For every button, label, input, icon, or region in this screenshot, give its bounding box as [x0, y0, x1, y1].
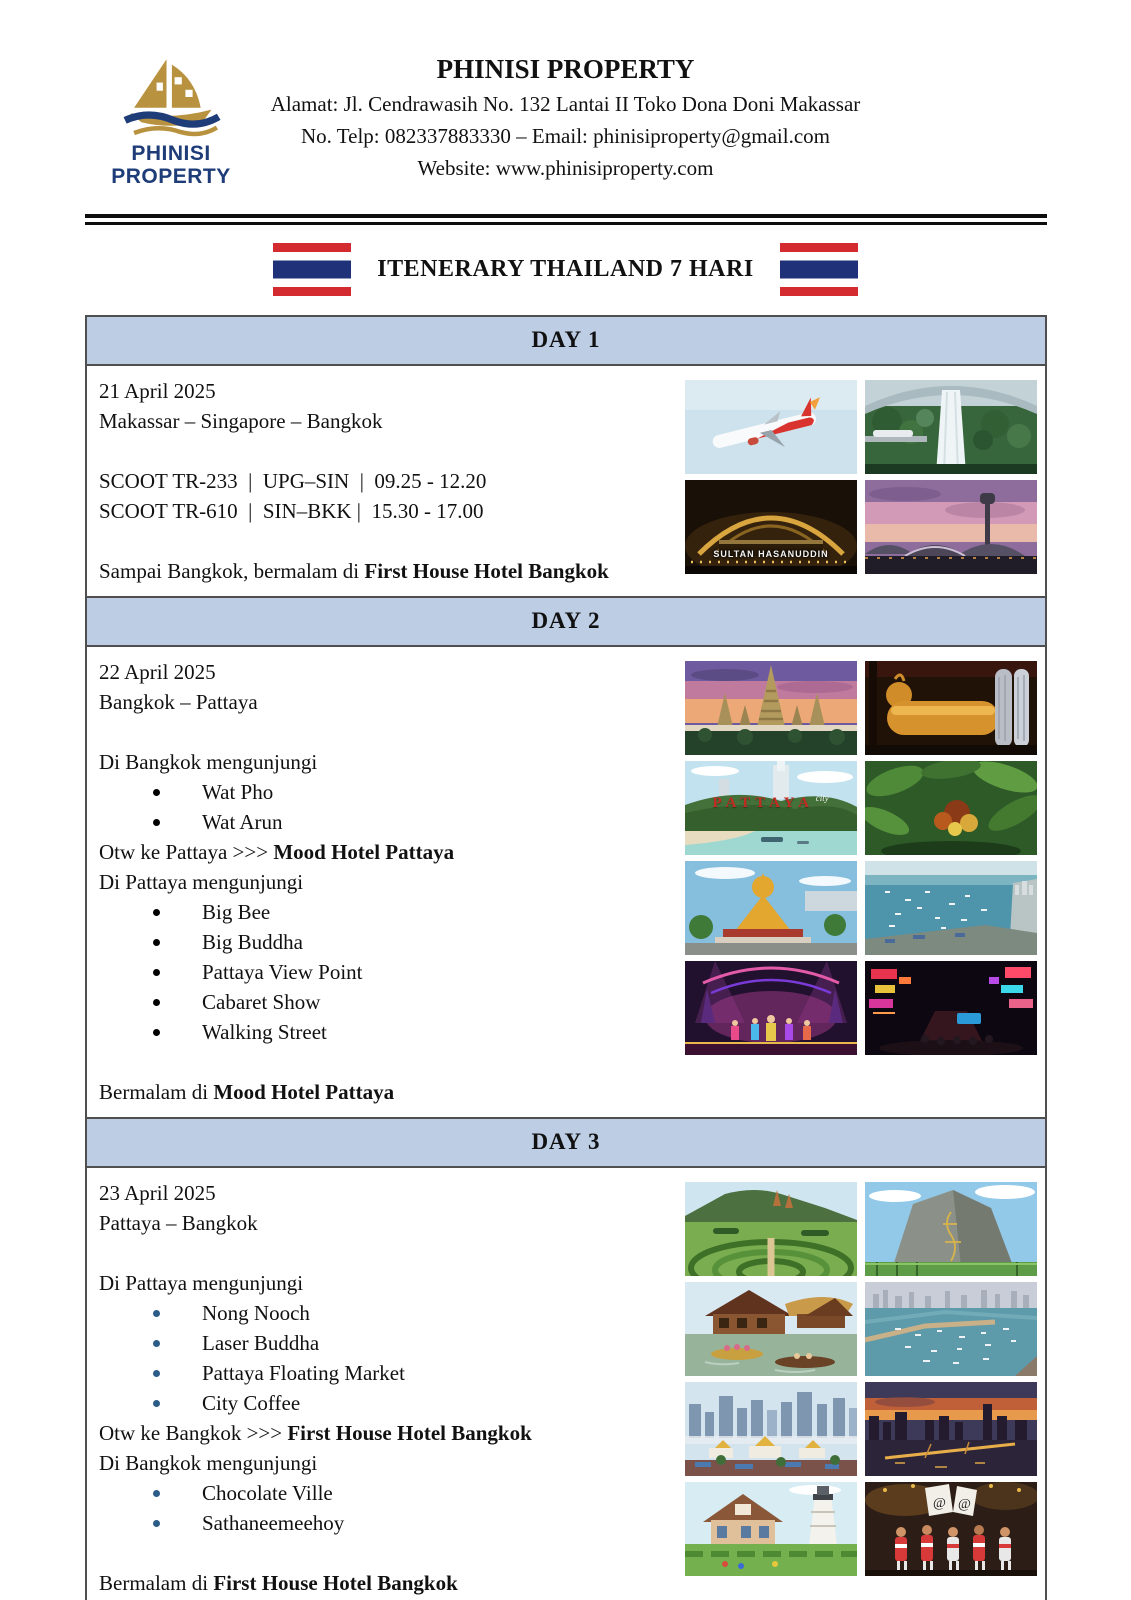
- list-item: Pattaya View Point: [99, 957, 685, 987]
- list-item: Chocolate Ville: [99, 1478, 685, 1508]
- day-2-date: 22 April 2025: [99, 660, 216, 684]
- reclining-buddha-wat-pho-photo: [865, 661, 1037, 755]
- company-website: Website: www.phinisiproperty.com: [417, 156, 714, 180]
- day-1-photos: [685, 374, 1037, 586]
- day-1-closing: Sampai Bangkok, bermalam di First House Hotel Bangkok: [99, 559, 609, 583]
- visit-heading: Di Pattaya mengunjungi: [99, 1271, 304, 1295]
- pattaya-sign-city-text: city: [815, 792, 829, 803]
- company-contact: No. Telp: 082337883330 – Email: phinisiproperty@gmail.com: [300, 124, 830, 148]
- big-buddha-pattaya-photo: [685, 861, 857, 955]
- document-title: ITENERARY THAILAND 7 HARI: [377, 255, 754, 282]
- hotel-name: Mood Hotel Pattaya: [273, 840, 455, 864]
- flight-2: SCOOT TR-610 | SIN–BKK | 15.30 - 17.00: [99, 499, 484, 523]
- title-bar: [0, 239, 1131, 299]
- bullet-icon: [153, 1370, 160, 1377]
- hotel-name: First House Hotel Bangkok: [287, 1421, 532, 1445]
- bullet-icon: [153, 1029, 160, 1036]
- day-3-content: [87, 1168, 1045, 1600]
- company-name: PHINISI PROPERTY: [436, 54, 695, 84]
- otw-line: Otw ke Bangkok >>> First House Hotel Bangkok: [99, 1421, 532, 1445]
- otw-line: Otw ke Pattaya >>> Mood Hotel Pattaya: [99, 840, 455, 864]
- walking-street-photo: [865, 961, 1037, 1055]
- list-item: Sathaneemeehoy: [99, 1508, 685, 1538]
- list-item: Nong Nooch: [99, 1298, 685, 1328]
- list-item: Cabaret Show: [99, 987, 685, 1017]
- company-logo: [95, 52, 247, 188]
- thailand-flag-icon: [273, 243, 351, 296]
- list-item: Laser Buddha: [99, 1328, 685, 1358]
- svg-text:@: @: [933, 1496, 946, 1511]
- pattaya-view-point-photo: [865, 861, 1037, 955]
- big-bee-garden-photo: [865, 761, 1037, 855]
- day-3-photos: [685, 1176, 1037, 1598]
- hotel-name: Mood Hotel Pattaya: [213, 1080, 395, 1104]
- day-2-route: Bangkok – Pattaya: [99, 690, 258, 714]
- list-item: Wat Arun: [99, 807, 685, 837]
- pattaya-bay-boats-photo: [865, 1282, 1037, 1376]
- bullet-icon: [153, 1490, 160, 1497]
- list-item: City Coffee: [99, 1388, 685, 1418]
- bullet-icon: [153, 1520, 160, 1527]
- laser-buddha-khao-chi-chan-photo: [865, 1182, 1037, 1276]
- day-2-content: [87, 647, 1045, 1117]
- day-2-header: DAY 2: [87, 596, 1045, 647]
- nong-nooch-garden-photo: [685, 1182, 857, 1276]
- bullet-icon: [153, 999, 160, 1006]
- jewel-changi-waterfall-photo: [865, 380, 1037, 474]
- bullet-icon: [153, 1310, 160, 1317]
- day-3-closing: Bermalam di First House Hotel Bangkok: [99, 1571, 458, 1595]
- bangkok-skyline-photo: [685, 1382, 857, 1476]
- list-item: Pattaya Floating Market: [99, 1358, 685, 1388]
- bullet-icon: [153, 909, 160, 916]
- bullet-icon: [153, 1400, 160, 1407]
- phinisi-ship-icon: [119, 52, 223, 142]
- bullet-icon: [153, 789, 160, 796]
- company-address: Alamat: Jl. Cendrawasih No. 132 Lantai II Toko Dona Doni Makassar: [270, 92, 861, 116]
- logo-text-line2: PROPERTY: [111, 165, 231, 188]
- sultan-hasanuddin-airport-photo: [685, 480, 857, 574]
- wat-arun-sunset-photo: [685, 661, 857, 755]
- thailand-flag-icon: [780, 243, 858, 296]
- chocolate-ville-photo: [685, 1482, 857, 1576]
- cabaret-show-photo: [685, 961, 857, 1055]
- bullet-icon: [153, 1340, 160, 1347]
- bullet-icon: [153, 969, 160, 976]
- day-1-text: [99, 374, 685, 586]
- letterhead: [0, 0, 1131, 202]
- list-item: Walking Street: [99, 1017, 685, 1047]
- day-1-route: Makassar – Singapore – Bangkok: [99, 409, 383, 433]
- day-3-route: Pattaya – Bangkok: [99, 1211, 258, 1235]
- pattaya-city-sign-photo: [685, 761, 857, 855]
- vietjet-airplane-photo: [685, 380, 857, 474]
- svg-text:@: @: [958, 1497, 971, 1512]
- suvarnabhumi-airport-photo: [865, 480, 1037, 574]
- day-2-text: [99, 655, 685, 1107]
- hotel-name: First House Hotel Bangkok: [213, 1571, 458, 1595]
- day-2-photos: [685, 655, 1037, 1107]
- sathaneemeehoy-photo: [865, 1482, 1037, 1576]
- day-3-header: DAY 3: [87, 1117, 1045, 1168]
- day-1-content: [87, 366, 1045, 596]
- day-3-date: 23 April 2025: [99, 1181, 216, 1205]
- pattaya-sign-text: PATTAYA: [712, 794, 814, 811]
- list-item: Wat Pho: [99, 777, 685, 807]
- double-divider: [85, 214, 1047, 225]
- bangkok-river-sunset-photo: [865, 1382, 1037, 1476]
- visit-heading: Di Bangkok mengunjungi: [99, 1451, 318, 1475]
- airport-sign-text: SULTAN HASANUDDIN: [713, 548, 829, 559]
- bullet-icon: [153, 819, 160, 826]
- logo-text-line1: PHINISI: [131, 142, 211, 165]
- day-2-closing: Bermalam di Mood Hotel Pattaya: [99, 1080, 395, 1104]
- day-1-header: DAY 1: [87, 317, 1045, 366]
- bullet-icon: [153, 939, 160, 946]
- list-item: Big Buddha: [99, 927, 685, 957]
- itinerary-table: [85, 315, 1047, 1600]
- flight-1: SCOOT TR-233 | UPG–SIN | 09.25 - 12.20: [99, 469, 487, 493]
- visit-heading: Di Bangkok mengunjungi: [99, 750, 318, 774]
- day-3-text: [99, 1176, 685, 1598]
- day-1-date: 21 April 2025: [99, 379, 216, 403]
- visit-heading: Di Pattaya mengunjungi: [99, 870, 304, 894]
- list-item: Big Bee: [99, 897, 685, 927]
- hotel-name: First House Hotel Bangkok: [364, 559, 609, 583]
- pattaya-floating-market-photo: [685, 1282, 857, 1376]
